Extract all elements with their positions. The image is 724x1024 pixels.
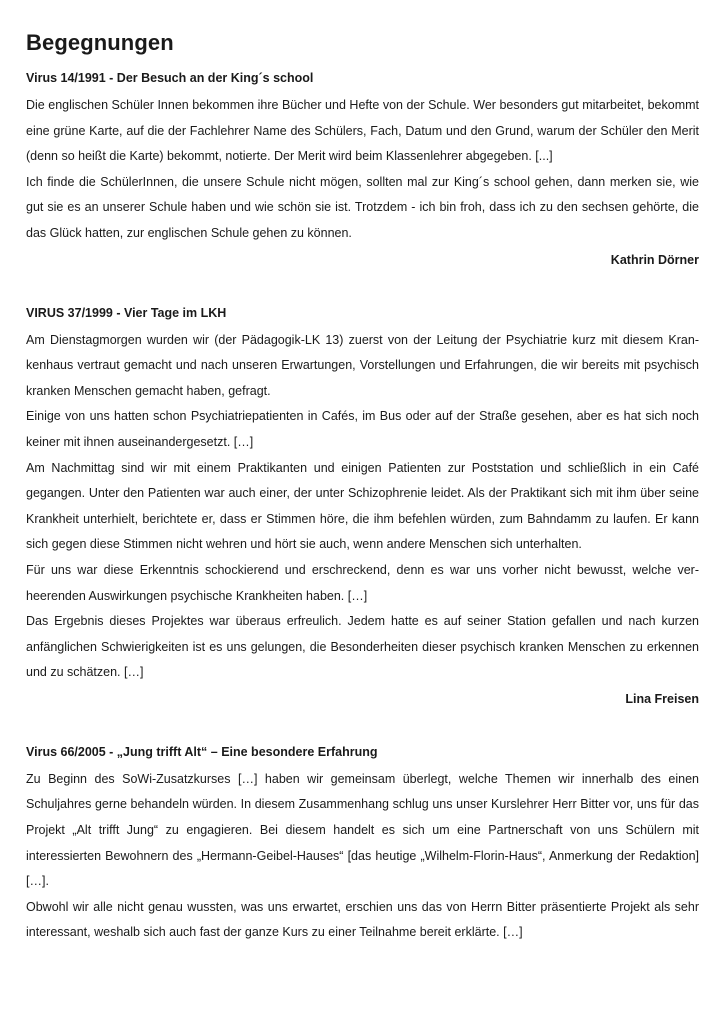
article-heading: Virus 66/2005 - „Jung trifft Alt“ – Eine besondere Erfahrung [26,744,378,759]
article-heading: Virus 14/1991 - Der Besuch an der King´s school [26,71,314,85]
article-paragraph: Zu Beginn des SoWi-Zusatzkurses […] haben wir gemeinsam überlegt, welche Themen wir innerhalb des einen Schuljahres gerne behandeln würden. In diesem Zusammenhang schlug uns unser Kurslehrer Herr Bitter vor, uns für das Projekt „Alt trifft Jung“ zu engagieren. Bei diesem handelt es sich um eine Partnerschaft von uns Schülern mit interessierten Bewohnern des „Hermann-Geibel-Hauses“ [das heutige „Wilhelm-Florin-Haus“, Anmerkung der Redaktion] […]. [26,771,699,889]
article-paragraph: Das Ergebnis dieses Projektes war überaus erfreulich. Jedem hatte es auf seiner Station gefallen und nach kurzen anfänglichen Schwierigkeiten ist es uns gelungen, die Besonderheiten dieser psychisch kranken Menschen zu erkennen und zu schätzen. […] [26,614,699,680]
article-virus-37-1999 [26,303,699,710]
document-page [26,28,699,946]
article-paragraph: Für uns war diese Erkenntnis schockierend und erschreckend, denn es war uns vorher nicht bewusst, welche verheerenden Auswirkungen psychische Krankheiten haben. […] [26,562,699,603]
article-paragraph: Am Nachmittag sind wir mit einem Praktikanten und einigen Patienten zur Poststation und schließlich in ein Café gegangen. Unter den Patienten war auch einer, der unter Schizophrenie leidet. Als der Praktikant sich mit ihm über seine Krankheit unterhielt, berichtete er, dass er Stimmen höre, die ihm befehlen würden, zum Bahndamm zu laufen. Er kann sich gegen diese Stimmen nicht wehren und hört sie auch, wenn andere Menschen sich unterhalten. [26,460,699,552]
article-paragraph: Einige von uns hatten schon Psychiatriepatienten in Cafés, im Bus oder auf der Straße gesehen, aber es hat sich noch keiner mit ihnen auseinandergesetzt. […] [26,409,699,449]
article-author: Lina Freisen [625,691,699,706]
article-virus-66-2005 [26,742,699,946]
article-paragraph: Die englischen Schüler Innen bekommen ihre Bücher und Hefte von der Schule. Wer besonders gut mitarbeitet, bekommt eine grüne Karte, auf die der Fachlehrer Name des Schülers, Fach, Datum und den Grund, warum der Schüler den Merit (denn so heißt die Karte) bekommt, notierte. Der Merit wird beim Klassenlehrer abgegeben. [...] [26,98,699,164]
article-paragraph: Am Dienstagmorgen wurden wir (der Pädagogik-LK 13) zuerst von der Leitung der Psychiatrie kurz mit diesem Krankenhaus vertraut gemacht und nach unseren Erwartungen, Vorstellungen und Erfahrungen, die wir bereits mit psychisch kranken Menschen gemacht haben, gefragt. [26,332,699,398]
article-paragraph: Ich finde die SchülerInnen, die unsere Schule nicht mögen, sollten mal zur King´s school gehen, dann merken sie, wie gut sie es an unserer Schule haben und wie schön sie ist. Trotzdem - ich bin froh, dass ich zu den sechsen gehörte, die das Glück hatten, zur englischen Schule gehen zu können. [26,174,699,240]
article-paragraph: Obwohl wir alle nicht genau wussten, was uns erwartet, erschien uns das von Herrn Bitter präsentierte Projekt als sehr interessant, weshalb sich auch fast der ganze Kurs zu einer Teilnahme bereit erklärte. […] [26,899,699,940]
article-heading: VIRUS 37/1999 - Vier Tage im LKH [26,305,227,320]
article-virus-14-1991 [26,68,699,271]
article-author: Kathrin Dörner [610,252,699,267]
page-title: Begegnungen [26,30,174,55]
